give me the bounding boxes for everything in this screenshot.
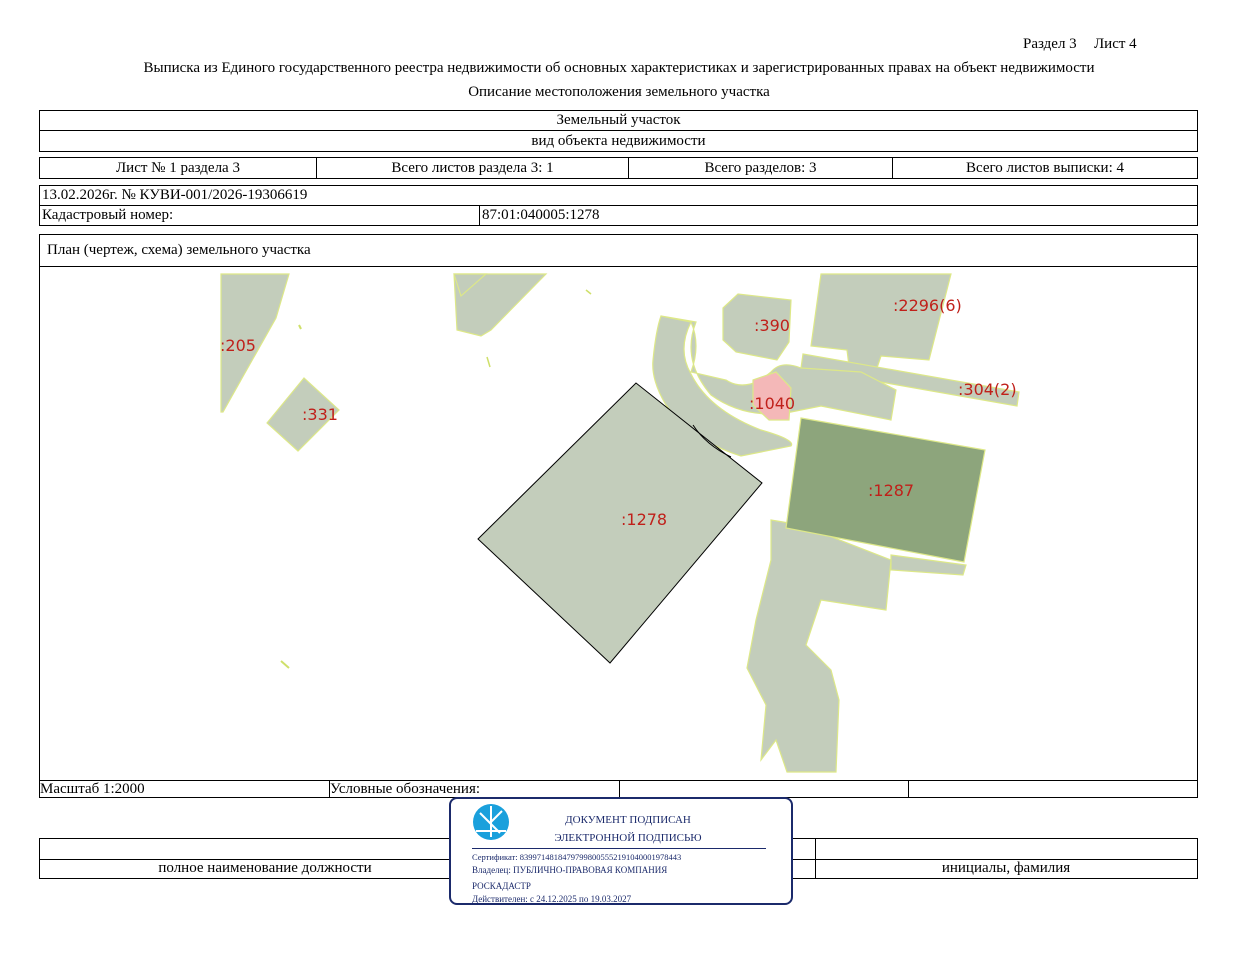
- sheet-number: Лист 4: [1094, 36, 1137, 52]
- total-sheets-cell: Всего листов выписки: 4: [892, 158, 1197, 178]
- name-caption: инициалы, фамилия: [941, 860, 1071, 876]
- plan-title-row: [39, 234, 1198, 267]
- scale: Масштаб 1:2000: [40, 780, 145, 797]
- tick-mark: [487, 357, 490, 367]
- stamp-owner2: РОСКАДАСТР: [472, 881, 531, 891]
- stamp-line1: ДОКУМЕНТ ПОДПИСАН: [565, 814, 691, 826]
- cadastral-map: [39, 266, 1198, 781]
- record-date-row: [39, 185, 1198, 206]
- stamp-certificate: Сертификат: 83997148184797998005552191040001978443: [472, 852, 682, 862]
- parcel-1287-label: :1287: [868, 481, 915, 500]
- stamp-line2: ЭЛЕКТРОННОЙ ПОДПИСЬЮ: [554, 832, 702, 844]
- parcel-2296-label: :2296(6): [893, 296, 962, 315]
- parcel-331-label: :331: [302, 405, 338, 424]
- stamp-separator: [472, 848, 766, 849]
- position-caption: полное наименование должности: [158, 860, 372, 876]
- legend-cell-empty-2: [908, 781, 1197, 797]
- tick-mark: [299, 325, 301, 329]
- sheets-row: [39, 157, 1198, 179]
- signature-stamp: [449, 797, 793, 905]
- cadastral-row: [39, 205, 1198, 226]
- parcel-390-label: :390: [754, 316, 790, 335]
- parcel-corridor: [747, 520, 891, 772]
- object-type-caption: вид объекта недвижимости: [531, 132, 706, 149]
- plan-title: План (чертеж, схема) земельного участка: [47, 242, 311, 258]
- tick-mark: [586, 290, 591, 294]
- cadastral-label: Кадастровый номер:: [42, 207, 174, 223]
- parcel-1278-label: :1278: [621, 510, 668, 529]
- total-sheets-section-cell: Всего листов раздела 3: 1: [316, 158, 628, 178]
- tick-mark: [281, 661, 289, 668]
- parcel-205-label: :205: [220, 336, 256, 355]
- document-title: Выписка из Единого государственного реестра недвижимости об основных характеристиках и зарегистрированных правах на объект недвижимости: [143, 60, 1095, 76]
- legend-row: [39, 780, 1198, 798]
- object-type-box: [39, 110, 1198, 152]
- map-svg: [40, 266, 1197, 781]
- section-number: Раздел 3: [1023, 36, 1077, 52]
- document-subtitle: Описание местоположения земельного участка: [468, 84, 770, 100]
- legend-symbols: Условные обозначения:: [329, 781, 620, 797]
- legend-cell-empty-1: [619, 781, 909, 797]
- parcel-304-label: :304(2): [958, 380, 1017, 399]
- parcel-1040-label: :1040: [749, 394, 796, 413]
- object-type: Земельный участок: [40, 111, 1197, 131]
- sheet-no-cell: Лист № 1 раздела 3: [116, 159, 240, 176]
- cadastral-value: 87:01:040005:1278: [479, 206, 1197, 225]
- stamp-owner: Владелец: ПУБЛИЧНО-ПРАВОВАЯ КОМПАНИЯ: [472, 865, 668, 875]
- record-date-number: 13.02.2026г. № КУВИ-001/2026-19306619: [42, 187, 308, 203]
- stamp-valid: Действителен: с 24.12.2025 по 19.03.2027: [472, 894, 632, 904]
- total-sections-cell: Всего разделов: 3: [628, 158, 892, 178]
- parcel-2296: [811, 274, 951, 368]
